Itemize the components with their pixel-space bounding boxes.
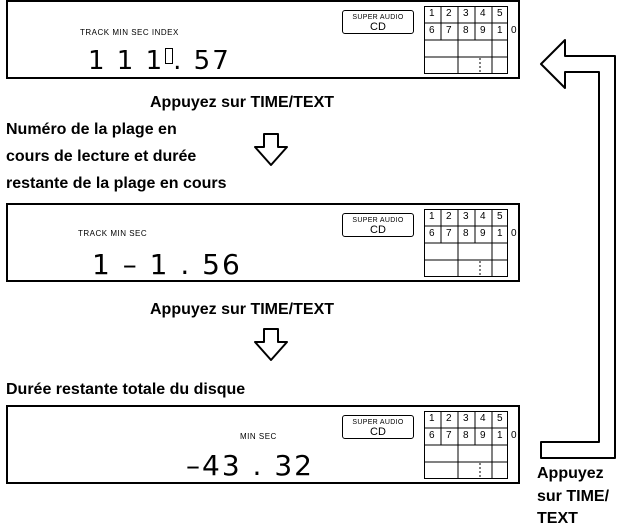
calendar-num: 9	[480, 430, 486, 441]
calendar-num: 7	[446, 430, 452, 441]
loop-back-arrow-icon	[525, 20, 628, 460]
calendar-num: 6	[429, 430, 435, 441]
down-arrow-icon	[253, 328, 289, 362]
calendar-num: 2	[446, 8, 452, 19]
calendar-num: 5	[497, 413, 503, 424]
note-line-2: cours de lecture et durée	[6, 148, 197, 165]
calendar-num: 2	[446, 413, 452, 424]
display-header-3: MIN SEC	[240, 432, 277, 441]
calendar-num: 7	[446, 228, 452, 239]
calendar-num: 3	[463, 211, 469, 222]
calendar-num: 1	[429, 413, 435, 424]
sacd-indicator-2	[342, 213, 414, 237]
calendar-num-extra: 0	[511, 430, 517, 441]
display-header-2: TRACK MIN SEC	[78, 229, 148, 238]
display-time-1-rest: . 57	[173, 46, 231, 76]
press-label-1: Appuyez sur TIME/TEXT	[150, 94, 335, 111]
display-time-2: 1 – 1 . 56	[92, 248, 242, 281]
display-panel-1	[6, 0, 520, 79]
sacd-label-bottom-1: CD	[370, 21, 386, 33]
calendar-num: 6	[429, 228, 435, 239]
calendar-num: 4	[480, 211, 486, 222]
sacd-label-bottom-2: CD	[370, 224, 386, 236]
side-label-line-1: Appuyez	[537, 465, 604, 482]
calendar-num: 9	[480, 228, 486, 239]
down-arrow-icon	[253, 133, 289, 167]
display-header-1: TRACK MIN SEC INDEX	[80, 28, 179, 37]
note-line-3: restante de la plage en cours	[6, 175, 227, 192]
track-calendar-2	[424, 209, 517, 277]
calendar-num: 3	[463, 8, 469, 19]
calendar-num: 8	[463, 430, 469, 441]
display-panel-3	[6, 405, 520, 484]
calendar-num: 8	[463, 25, 469, 36]
calendar-num-extra: 0	[511, 228, 517, 239]
calendar-num: 4	[480, 413, 486, 424]
calendar-num: 6	[429, 25, 435, 36]
calendar-num: 1	[497, 228, 503, 239]
calendar-num: 1	[429, 8, 435, 19]
total-remaining-label: Durée restante totale du disque	[6, 381, 246, 398]
calendar-num: 1	[497, 430, 503, 441]
sacd-indicator-3	[342, 415, 414, 439]
calendar-num: 9	[480, 25, 486, 36]
calendar-num: 1	[429, 211, 435, 222]
calendar-num: 5	[497, 8, 503, 19]
display-panel-2	[6, 203, 520, 282]
sacd-label-top-3: SUPER AUDIO	[352, 419, 404, 426]
calendar-num-extra: 0	[511, 25, 517, 36]
calendar-num: 5	[497, 211, 503, 222]
calendar-num: 2	[446, 211, 452, 222]
display-time-1	[88, 46, 231, 76]
track-calendar-1	[424, 6, 517, 74]
press-label-2: Appuyez sur TIME/TEXT	[150, 301, 335, 318]
display-time-1-main: 1 1 1	[88, 46, 165, 76]
calendar-num: 3	[463, 413, 469, 424]
sacd-label-top-2: SUPER AUDIO	[352, 217, 404, 224]
sacd-label-bottom-3: CD	[370, 426, 386, 438]
track-calendar-3	[424, 411, 517, 479]
sacd-indicator-1	[342, 10, 414, 34]
side-label-line-2: sur TIME/	[537, 488, 610, 505]
sacd-label-top-1: SUPER AUDIO	[352, 14, 404, 21]
note-line-1: Numéro de la plage en	[6, 121, 177, 138]
calendar-num: 4	[480, 8, 486, 19]
side-label-line-3: TEXT	[537, 510, 578, 527]
display-time-3: –43 . 32	[186, 449, 314, 482]
calendar-num: 7	[446, 25, 452, 36]
calendar-num: 1	[497, 25, 503, 36]
calendar-num: 8	[463, 228, 469, 239]
blank-digit-icon	[165, 48, 173, 64]
